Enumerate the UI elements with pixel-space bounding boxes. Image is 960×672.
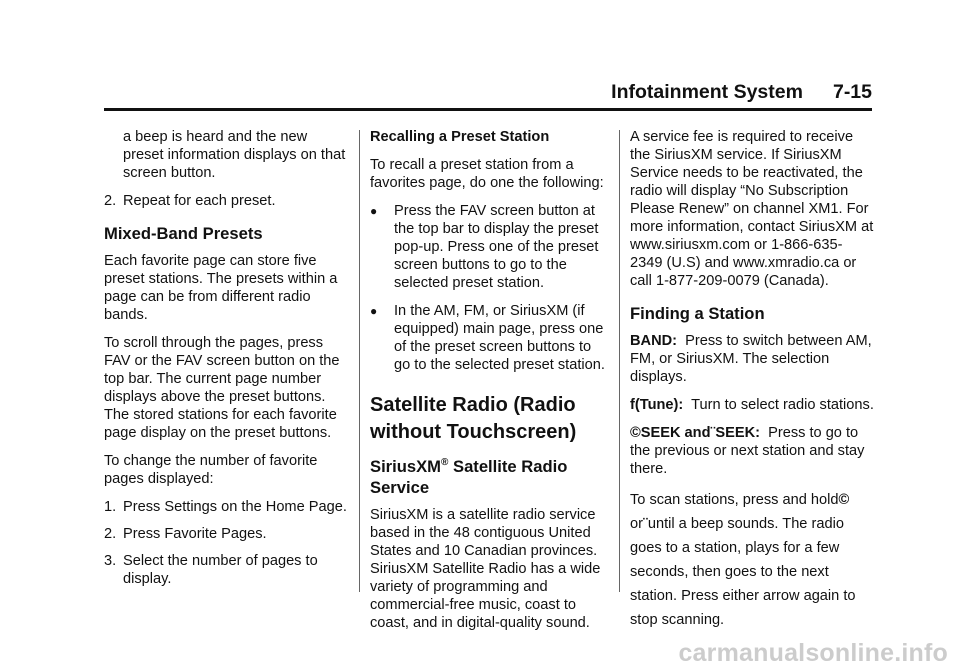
seek-previous-icon: ©: [630, 425, 641, 441]
step-continuation: a beep is heard and the new preset information displays on that screen button.: [123, 129, 346, 181]
tune-label: (Tune):: [634, 397, 684, 413]
seek-next-icon: ¨: [710, 425, 716, 441]
scan-description: To scan stations, press and hold© or¨until a beep sounds. The radio goes to a station, plays for a few seconds, then goes to the next station. Press either arrow again to stop scanning.: [630, 492, 856, 628]
column-2: [370, 128, 610, 642]
step-text: Repeat for each preset.: [123, 193, 276, 209]
heading-siriusxm-service: SiriusXM® Satellite Radio Service: [370, 457, 568, 497]
step-number: 2.: [104, 526, 117, 542]
registered-mark: ®: [441, 457, 449, 468]
heading-mixed-band-presets: Mixed-Band Presets: [104, 224, 263, 243]
watermark: carmanualsonline.info: [678, 639, 948, 667]
bullet-item: [370, 302, 610, 374]
column-divider-2: [619, 130, 620, 592]
paragraph: A service fee is required to receive the SiriusXM service. If SiriusXM Service needs to be reactivated, the radio will display “No Subscription Please Renew” on channel XM1. For more information, contact SiriusXM at www.siriusxm.com or 1-866-635-2349 (U.S) and www.xmradio.ca or call 1-877-209-0079 (Canada).: [630, 129, 874, 289]
column-divider-1: [359, 130, 360, 592]
heading-finding-station: Finding a Station: [630, 304, 765, 323]
tune-description: f(Tune): Turn to select radio stations.: [630, 397, 874, 413]
tune-knob-icon: f: [630, 397, 635, 413]
bullet-icon: ●: [370, 204, 378, 218]
column-1: [104, 128, 350, 597]
step-text: Press Settings on the Home Page.: [123, 499, 347, 515]
band-description: BAND: Press to switch between AM, FM, or SiriusXM. The selection displays.: [630, 333, 872, 385]
step-item: [104, 525, 350, 543]
step-text: Press Favorite Pages.: [123, 526, 267, 542]
bullet-icon: ●: [370, 304, 378, 318]
page-number: 7-15: [832, 81, 872, 103]
step-number: 2.: [104, 193, 117, 209]
band-label: BAND:: [630, 333, 678, 349]
bullet-text: In the AM, FM, or SiriusXM (if equipped) main page, press one of the preset screen buttons to go to the selected preset station.: [394, 303, 605, 373]
step-item: [104, 552, 350, 588]
paragraph: To change the number of favorite pages displayed:: [104, 453, 318, 487]
step-number: 3.: [104, 553, 117, 569]
running-header: [104, 80, 872, 104]
section-title: Infotainment System: [611, 81, 803, 103]
column-3: [630, 128, 874, 642]
step-text: Select the number of pages to display.: [123, 553, 318, 587]
seek-previous-icon: ©: [838, 492, 850, 508]
paragraph: SiriusXM is a satellite radio service based in the 48 contiguous United States and 10 Canadian provinces. SiriusXM Satellite Radio has a wide variety of programming and commercial-free music, coast to coast, and in digital-quality sound.: [370, 507, 601, 631]
subheading-recalling-preset: Recalling a Preset Station: [370, 129, 550, 145]
seek-description: ©SEEK and¨SEEK: Press to go to the previous or next station and stay there.: [630, 425, 865, 477]
paragraph: To recall a preset station from a favorites page, do one the following:: [370, 157, 604, 191]
heading-satellite-radio: Satellite Radio (Radio without Touchscreen): [370, 394, 577, 443]
step-item: [104, 498, 350, 516]
step-item: [104, 192, 350, 210]
header-rule: [104, 108, 872, 111]
step-number: 1.: [104, 499, 117, 515]
paragraph: To scroll through the pages, press FAV or the FAV screen button on the top bar. The current page number displays above the preset buttons. The stored stations for each favorite page display on the preset buttons.: [104, 335, 340, 441]
paragraph: Each favorite page can store five preset stations. The presets within a page can be from different radio bands.: [104, 253, 338, 323]
bullet-item: [370, 202, 610, 292]
bullet-text: Press the FAV screen button at the top bar to display the preset pop-up. Press one of the preset screen buttons to go to the selected preset station.: [394, 203, 599, 291]
seek-next-icon: ¨: [642, 516, 648, 532]
